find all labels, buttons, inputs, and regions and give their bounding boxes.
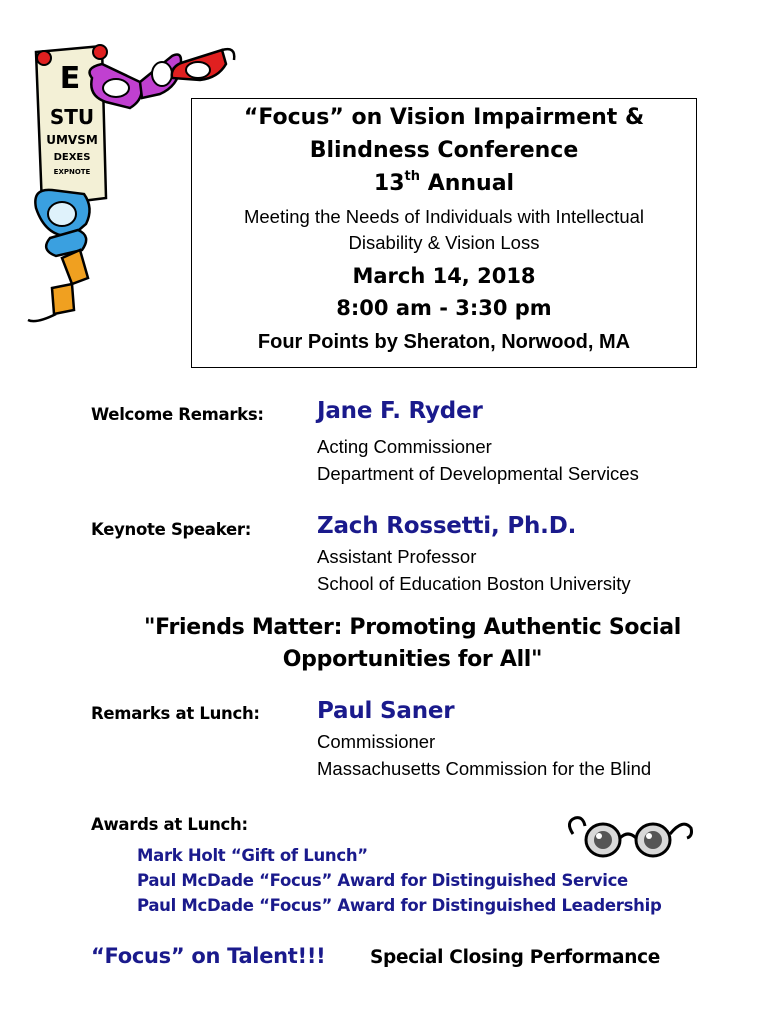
conference-date	[192, 260, 696, 324]
lunch-speaker-info	[317, 728, 651, 782]
awards-label: Awards at Lunch:	[91, 815, 248, 834]
conference-header-box	[191, 98, 697, 368]
talk-title-line2: Opportunities for All"	[282, 647, 543, 672]
subtitle-line1: Meeting the Needs of Individuals with Intellectual	[243, 206, 645, 227]
award-item: Mark Holt “Gift of Lunch”	[137, 846, 368, 865]
keynote-speaker-name: Zach Rossetti, Ph.D.	[317, 513, 577, 539]
focus-on-talent: “Focus” on Talent!!!	[91, 944, 326, 968]
conference-subtitle	[192, 204, 696, 256]
keynote-speaker-org: School of Education Boston University	[317, 573, 631, 594]
welcome-speaker-title: Acting Commissioner	[317, 436, 492, 457]
red-glasses-icon	[172, 49, 235, 80]
closing-performance: Special Closing Performance	[370, 947, 660, 968]
conference-annual: 13th Annual	[373, 168, 515, 196]
keynote-speaker-info	[317, 543, 631, 597]
keynote-speaker-title: Assistant Professor	[317, 546, 477, 567]
welcome-label: Welcome Remarks:	[91, 405, 264, 424]
keynote-label: Keynote Speaker:	[91, 520, 252, 539]
lunch-speaker-name: Paul Saner	[317, 698, 455, 724]
talk-title-line1: "Friends Matter: Promoting Authentic Social	[143, 615, 682, 640]
svg-text:UMVSM: UMVSM	[46, 133, 98, 147]
svg-text:STU: STU	[49, 105, 95, 129]
blue-glasses-icon	[35, 190, 89, 256]
lunch-speaker-org: Massachusetts Commission for the Blind	[317, 758, 652, 779]
lunch-speaker-title: Commissioner	[317, 731, 436, 752]
subtitle-line2: Disability & Vision Loss	[348, 232, 540, 253]
welcome-speaker-info	[317, 433, 639, 487]
keynote-talk-title	[100, 612, 725, 676]
svg-text:DEXES: DEXES	[53, 152, 91, 163]
lunch-remarks-label: Remarks at Lunch:	[91, 704, 260, 723]
orange-glasses-icon	[28, 250, 88, 321]
svg-text:EXPNOTE: EXPNOTE	[53, 168, 91, 176]
award-item: Paul McDade “Focus” Award for Distinguished Service	[137, 871, 628, 890]
time-text: 8:00 am - 3:30 pm	[336, 296, 552, 320]
date-text: March 14, 2018	[352, 264, 536, 288]
conference-venue: Four Points by Sheraton, Norwood, MA	[257, 331, 631, 353]
glasses-icon	[565, 812, 695, 862]
welcome-speaker-org: Department of Developmental Services	[317, 463, 639, 484]
award-item: Paul McDade “Focus” Award for Distinguished Leadership	[137, 896, 662, 915]
svg-text:E: E	[59, 61, 81, 96]
conference-title-line1: “Focus” on Vision Impairment &	[243, 105, 645, 130]
conference-title-line2: Blindness Conference	[309, 138, 579, 163]
welcome-speaker-name: Jane F. Ryder	[317, 398, 483, 424]
